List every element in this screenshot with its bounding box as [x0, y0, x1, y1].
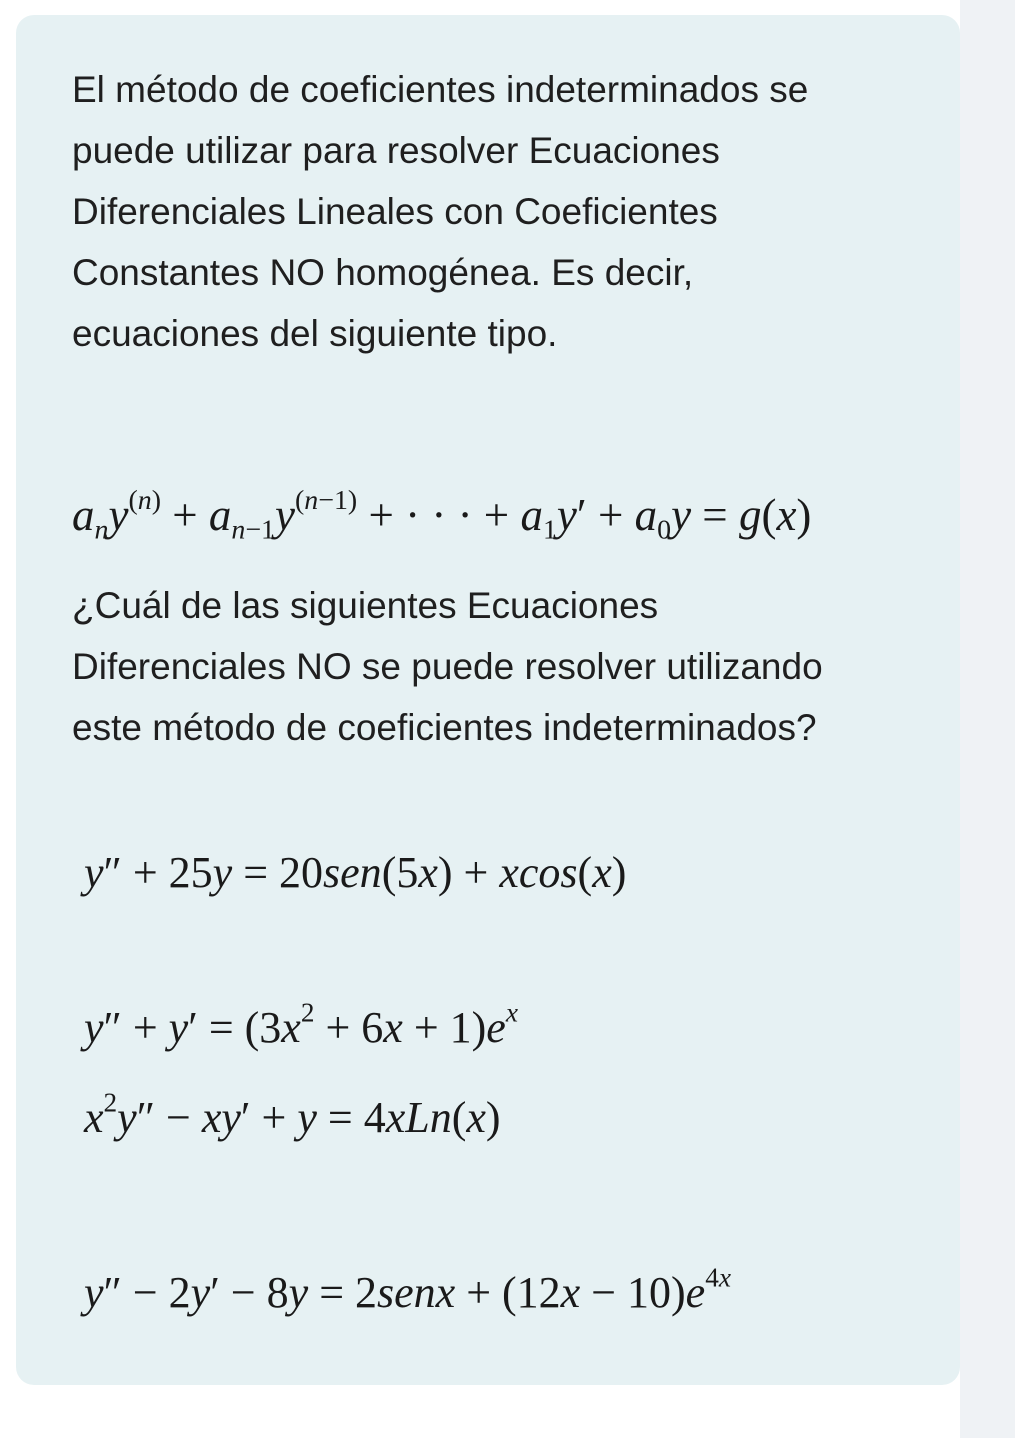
option-4[interactable]: y″ − 2y′ − 8y = 2senx + $(12x - 10)e^{4x}$	[84, 1262, 731, 1317]
option-1[interactable]: y″ + 25y = 20sen(5x) + xcos(x)	[84, 848, 627, 897]
question-text: ¿Cuál de las siguientes Ecuaciones Diferenciales NO se puede resolver utilizando este método de coeficientes indeterminados?	[72, 585, 823, 748]
intro-text: El método de coeficientes indeterminados se puede utilizar para resolver Ecuaciones Diferenciales Lineales con Coeficientes Constantes NO homogénea. Es decir, ecuaciones del siguiente tipo.	[72, 69, 809, 354]
option-2[interactable]: $y'' + y' = (3x^2 + 6x + 1)e^x$	[84, 997, 518, 1052]
question-card	[16, 15, 960, 1385]
general-equation: $a_ny^{(n)} + a_{n-1}y^{(n-1)}$ + · · · + $a_1y' + a_0y = g(x)$	[72, 485, 812, 546]
side-strip	[960, 0, 1015, 1438]
option-3[interactable]: $x^2y'' - xy' + y = 4xLn(x)$	[84, 1087, 501, 1142]
